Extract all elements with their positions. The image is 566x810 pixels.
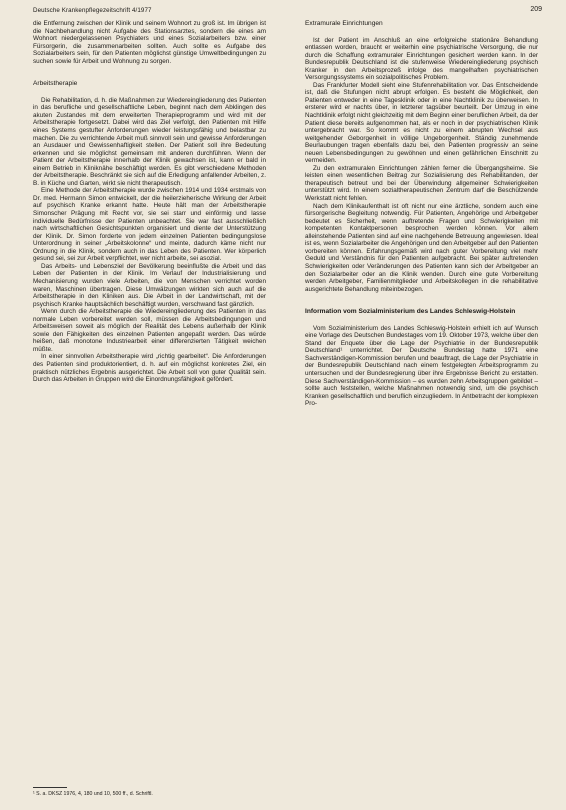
right-paragraph: Ist der Patient im Anschluß an eine erfolgreiche stationäre Behandlung entlassen worden, braucht er weiterhin eine psychiatrische Versorgung, die nur durch die Schaffung extramuraler Einrichtungen gesichert werden kann. In der Bundesrepublik Deutschland ist die stufenweise Wiedereingliederung psychisch Kranker in den Arbeitsprozeß infolge des mangelhaften psychiatrischen Versorgungssystems ein sozialpolitisches Problem. [305, 36, 538, 82]
right-paragraph: Zu den extramuralen Einrichtungen zählen ferner die Übergangsheime. Sie leisten einen wesentlichen Beitrag zur Sozialisierung des Rehabilitanden, der therapeutisch betreut und bei der Überwindung allgemeiner Schwierigkeiten unterstützt wird. In einem sozialtherapeutischen Zentrum darf die Beschützende Werkstatt nicht fehlen. [305, 164, 538, 203]
page-number: 209 [530, 6, 542, 13]
right-paragraph: Vom Sozialministerium des Landes Schleswig-Holstein erhielt ich auf Wunsch eine Vorlage des Deutschen Bundestages vom 19. Oktober 1973, welche über den Stand der Enquete über die Lage der Psychiatrie in der Bundesrepublik Deutschland¹ unterrichtet. Der Deutsche Bundestag hatte 1971 eine Sachverständigen-Kommission berufen und beauftragt, die Lage der Psychiatrie in der Bundesrepublik Deutschland nach einem festgelegten Arbeitsprogramm zu untersuchen und der Bundesregierung über ihre Ergebnisse Bericht zu erstatten. Diese Sachverständigen-Kommission – es wurden zehn Arbeitsgruppen gebildet – sollte auch feststellen, welche Maßnahmen notwendig sind, um die psychisch Kranken gesellschaftlich und beruflich einzugliedern. In Antbetracht der komplexen Pro- [305, 324, 538, 408]
footnote-rule [33, 787, 67, 788]
left-paragraph: Wenn durch die Arbeitstherapie die Wiedereingliederung des Patienten in das normale Leben vorbereitet werden soll, müssen die Arbeitsbedingungen und Arbeitsweisen soweit als möglich der Realität des Lebens außerhalb der Klinik sowie den Fähigkeiten des einzelnen Patienten angepaßt werden. Das würde heißen, daß monotone Industriearbeit einer differenzierten Tätigkeit weichen müßte. [33, 308, 266, 353]
left-paragraph: Das Arbeits- und Lebensziel der Bevölkerung beeinflußte die Arbeit und das Leben der Patienten in der Klinik. Im Verlauf der Industrialisierung und Mechanisierung wurden viele Arbeiten, die von Menschen verrichtet worden waren, Maschinen übertragen. Diese Umwälzungen wirkten sich auch auf die Arbeitstherapie in den Kliniken aus. Die Arbeit in der Landwirtschaft, mit der psychisch Kranke hauptsächlich beschäftigt wurden, verschwand fast gänzlich. [33, 262, 266, 308]
right-column [305, 20, 538, 408]
section-heading-arbeitstherapie: Arbeitstherapie [33, 80, 78, 88]
right-paragraph: Nach dem Klinikaufenthalt ist oft nicht nur eine ärztliche, sondern auch eine fürsorgerische Begleitung notwendig. Für Patienten, Angehörige und Arbeitgeber bedeutet es Sicherheit, wenn auftretende Fragen und Schwierigkeiten mit kompetenten Kontaktpersonen besprochen werden können. Vor allem alleinstehende Patienten sind auf eine nachgehende Betreuung angewiesen. Ideal ist es, wenn Sozialarbeiter die Angehörigen und den Arbeitgeber auf den Patienten vorbereiten können. Erfahrungsgemäß wird nach guter Vorbereitung viel mehr Geduld und Verständnis für den Patienten aufgebracht. Bei später auftretenden Schwierigkeiten oder Veränderungen des Patienten kann sich der Arbeitgeber an den Sozialarbeiter oder an die Klinik wenden. Durch eine gute Vorbereitung werden Arbeitgeber, Familienmitglieder und Arbeitskollegen in die rehabilitative ausgerichtete Behandlung miteinbezogen. [305, 202, 538, 293]
section-heading-extramurale: Extramurale Einrichtungen [305, 20, 383, 27]
right-paragraph: Das Frankfurter Modell sieht eine Stufenrehabilitation vor. Das Entscheidende ist, daß die Stufungen nicht abrupt erfolgen. Es besteht die Möglichkeit, den Patienten entweder in eine Tagesklinik oder in eine Nachtklinik zu überweisen. In ersterer wird er nachts über, in letzterer tagsüber beurteilt. Der Umzug in eine Nachtklinik erfolgt nicht gleichzeitig mit dem Beginn einer beruflichen Arbeit, da der Patient diese bereits aufgenommen hat, als er noch in der psychiatrischen Klinik untergebracht war. So kommt es nicht zu einem abrupten Wechsel aus weitgehender Geborgenheit in völlige Ungeborgenheit. Ständig zunehmende Beurlaubungen tragen ebenfalls dazu bei, den Patienten progressiv an seine neuen Lebensbedingungen zu gewöhnen und einen gefährlichen Einschnitt zu vermeiden. [305, 81, 538, 165]
left-paragraph: Eine Methode der Arbeitstherapie wurde zwischen 1914 und 1934 erstmals von Dr. med. Hermann Simon entwickelt, der die heilerzieherische Wirkung der Arbeit auf psychisch Kranke erkannt hatte. Heute hält man der Arbeitstherapie Simonscher Prägung mit Recht vor, sie sei starr und einförmig und lasse individuelle Bedürfnisse der Patienten unbeachtet. Sie war fast ausschließlich nach wirtschaftlichen Gesichtspunkten organisiert und diente der Unterstützung der Klinik. Dr. Simon forderte von jedem einzelnen Patienten bedingungslose Unterordnung in seiner „Arbeitskolonne“ und meinte, dadurch käme nicht nur Ordnung in die Klinik, sondern auch in das Leben des Patienten. Wer körperlich gesund sei, sei zur Arbeit verpflichtet, wer nicht arbeite, sei asozial. [33, 187, 266, 263]
left-paragraph: In einer sinnvollen Arbeitstherapie wird „richtig gearbeitet“. Die Anforderungen des Patienten sind produktorientiert, d. h. auf ein möglichst konkretes Ziel, ein praktisch nützliches Ergebnis ausgerichtet. Die Arbeit soll von guter Qualität sein. Durch das Arbeiten in Gruppen wird die Einordnungsfähigkeit gefördert. [33, 353, 266, 384]
section-heading-sozialministerium: Information vom Sozialministerium des Landes Schleswig-Holstein [305, 308, 516, 316]
left-paragraph: Die Rehabilitation, d. h. die Maßnahmen zur Wiedereingliederung des Patienten in das berufliche und gesellschaftliche Leben, beginnt nach dem Abklingen des akuten Zustandes mit dem erweiterten Therapieprogramm und wird mit der Arbeitstherapie fortgesetzt. Dabei wird das Ziel verfolgt, den Patienten mit Hilfe eines Systems gestufter Anforderungen wieder leistungsfähig und belastbar zu machen. Die zu verrichtende Arbeit muß sinnvoll sein und gewisse Anforderungen an Ausdauer und Gewissenhaftigkeit stellen. Der Patient soll ihre Bedeutung erkennen und sie möglichst gemeinsam mit anderen durchführen. Wenn der Patient der Arbeitstherapie innerhalb der Klinik gewachsen ist, kann er bald in einem Betrieb in Kliniknähe beschäftigt werden. Es gibt verschiedene Methoden der Arbeitstherapie. Beschränkt sie sich auf die Erledigung anfallender Arbeiten, z. B. in Küche und Garten, wirkt sie nicht therapeutisch. [33, 96, 266, 187]
footnote: ¹ S. a. DKSZ 1976, 4, 180 und 10, 500 ff., d. Schriftl. [33, 791, 153, 797]
running-head: Deutsche Krankenpflegezeitschrift 4/1977 [33, 7, 152, 14]
left-column [33, 20, 266, 384]
left-intro-paragraph: die Entfernung zwischen der Klinik und seinem Wohnort zu groß ist. Im übrigen ist die Nachbehandlung nicht Aufgabe des Stationsarztes, sondern die eines am Wohnort niedergelassenen Psychiaters und eines Sozialarbeiters bzw. einer Fürsorgerin, die zusammenarbeiten sollten. Auch sollte es Aufgabe des Sozialarbeiters sein, für den Patienten möglichst günstige Umweltbedingungen zu suchen sowie für Arbeit und Wohnung zu sorgen. [33, 20, 266, 65]
